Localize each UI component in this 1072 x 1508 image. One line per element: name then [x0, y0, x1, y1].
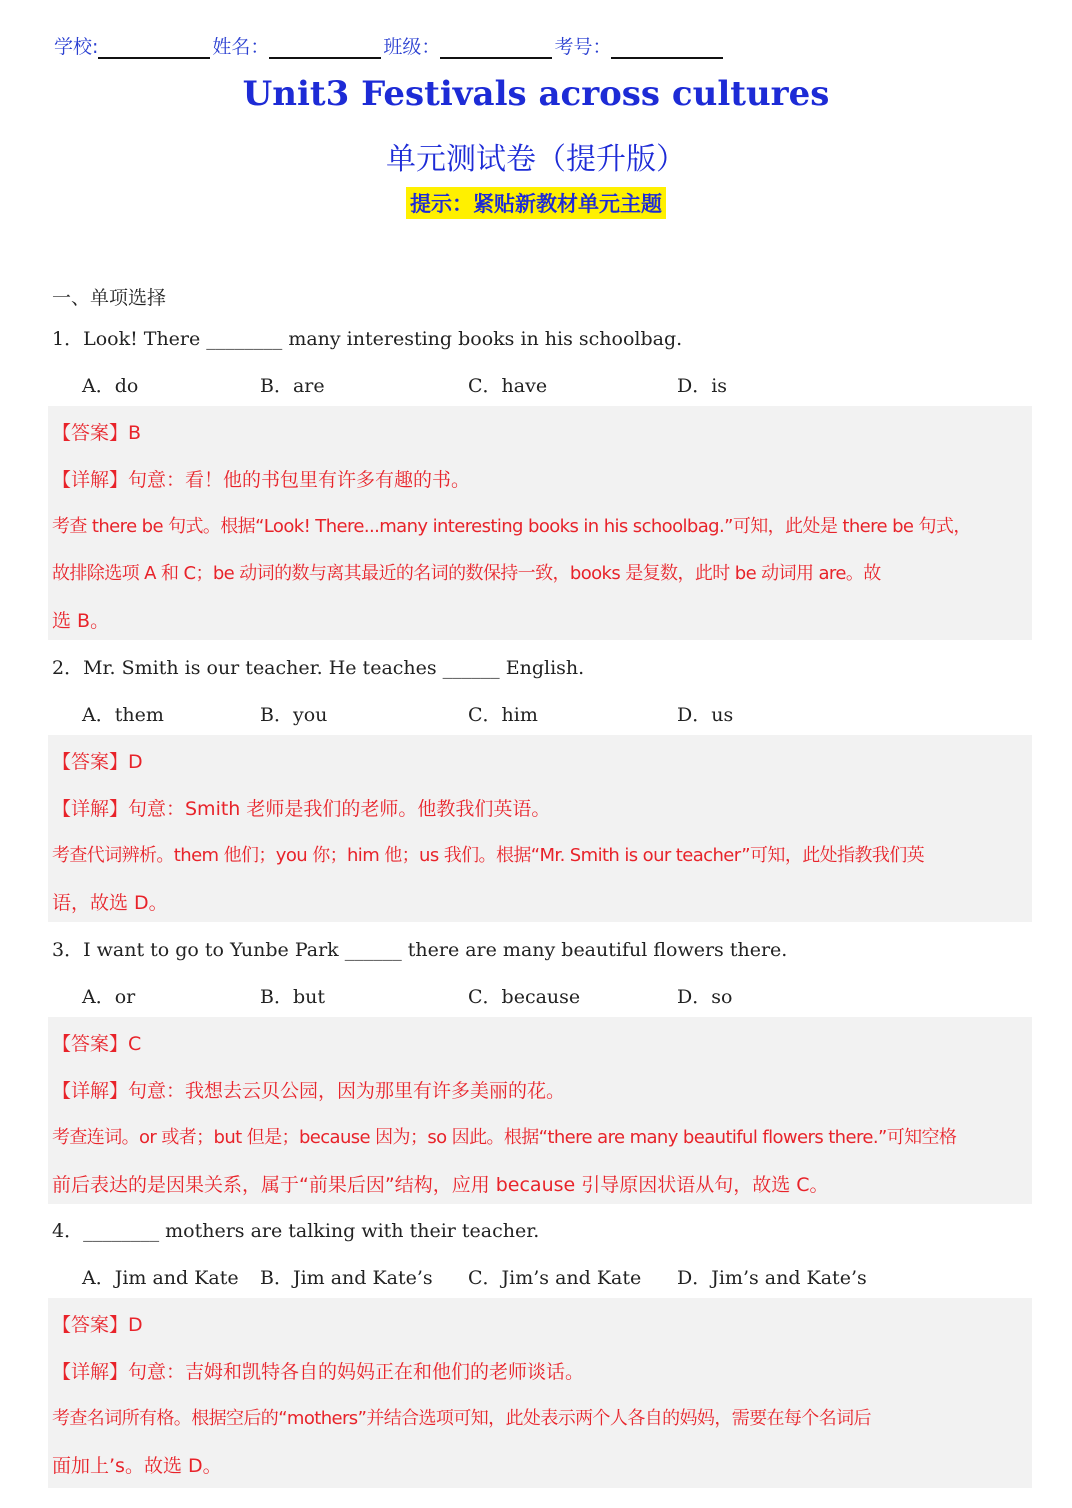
class-blank[interactable] — [440, 39, 552, 59]
q4-option-d[interactable]: D．Jim’s and Kate’s — [677, 1267, 867, 1289]
q1-explain-2: 考查 there be 句式。根据“Look! There...many interesting books in his schoolbag.”可知，此处是 there be 句式， — [52, 516, 971, 537]
q2-explain-2: 考查代词辨析。them 他们；you 你；him 他；us 我们。根据“Mr. Smith is our teacher”可知，此处指教我们英 — [52, 845, 925, 866]
page-title: Unit3 Festivals across cultures — [242, 74, 830, 114]
number-blank[interactable] — [611, 39, 723, 59]
q1-option-c[interactable]: C．have — [468, 375, 548, 397]
q3-option-a[interactable]: A．or — [82, 986, 136, 1008]
question-4: 4．________ mothers are talking with their teacher. — [52, 1220, 540, 1242]
q1-explain-3: 故排除选项 A 和 C；be 动词的数与离其最近的名词的数保持一致，books 是复数，此时 be 动词用 are。故 — [52, 563, 881, 584]
number-label: 考号： — [554, 36, 612, 58]
q2-explain-3: 语，故选 D。 — [52, 892, 168, 914]
q2-option-c[interactable]: C．him — [468, 704, 538, 726]
q3-option-c[interactable]: C．because — [468, 986, 581, 1008]
q4-option-b[interactable]: B．Jim and Kate’s — [260, 1267, 433, 1289]
page-subtitle: 单元测试卷（提升版） — [386, 142, 686, 177]
q1-option-d[interactable]: D．is — [677, 375, 728, 397]
school-label: 学校: — [54, 36, 99, 58]
question-1: 1．Look! There ________ many interesting books in his schoolbag. — [52, 328, 683, 350]
q2-option-d[interactable]: D．us — [677, 704, 734, 726]
tip-wrap — [0, 187, 1072, 219]
student-info-line — [54, 32, 725, 59]
school-blank[interactable] — [98, 39, 210, 59]
q4-explain-2: 考查名词所有格。根据空后的“mothers”并结合选项可知，此处表示两个人各自的妈妈，需要在每个名词后 — [52, 1408, 871, 1429]
name-blank[interactable] — [269, 39, 381, 59]
q3-option-d[interactable]: D．so — [677, 986, 733, 1008]
q4-answer: 【答案】D — [52, 1314, 143, 1336]
q1-answer: 【答案】B — [52, 422, 142, 444]
q1-explain-4: 选 B。 — [52, 610, 110, 632]
q1-option-b[interactable]: B．are — [260, 375, 325, 397]
q2-option-a[interactable]: A．them — [82, 704, 164, 726]
q2-answer-box — [48, 735, 1032, 922]
q2-option-b[interactable]: B．you — [260, 704, 328, 726]
section-title: 一、单项选择 — [52, 287, 167, 309]
q3-explain-1: 【详解】句意：我想去云贝公园，因为那里有许多美丽的花。 — [52, 1080, 566, 1102]
question-2: 2．Mr. Smith is our teacher. He teaches ______ English. — [52, 657, 585, 679]
q3-explain-2: 考查连词。or 或者；but 但是；because 因为；so 因此。根据“there are many beautiful flowers there.”可知空格 — [52, 1127, 957, 1148]
class-label: 班级： — [383, 36, 441, 58]
name-label: 姓名： — [212, 36, 270, 58]
tip-highlight: 提示：紧贴新教材单元主题 — [406, 187, 666, 219]
q4-option-c[interactable]: C．Jim’s and Kate — [468, 1267, 642, 1289]
q2-answer: 【答案】D — [52, 751, 143, 773]
question-3: 3．I want to go to Yunbe Park ______ there are many beautiful flowers there. — [52, 939, 788, 961]
q1-explain-1: 【详解】句意：看！他的书包里有许多有趣的书。 — [52, 469, 471, 491]
q1-option-a[interactable]: A．do — [82, 375, 139, 397]
q2-explain-1: 【详解】句意：Smith 老师是我们的老师。他教我们英语。 — [52, 798, 551, 820]
q4-option-a[interactable]: A．Jim and Kate — [82, 1267, 239, 1289]
q3-explain-3: 前后表达的是因果关系，属于“前果后因”结构，应用 because 引导原因状语从句，故选 C。 — [52, 1174, 829, 1196]
q3-answer: 【答案】C — [52, 1033, 142, 1055]
q3-option-b[interactable]: B．but — [260, 986, 325, 1008]
q4-explain-1: 【详解】句意：吉姆和凯特各自的妈妈正在和他们的老师谈话。 — [52, 1361, 585, 1383]
q4-explain-3: 面加上’s。故选 D。 — [52, 1455, 222, 1477]
